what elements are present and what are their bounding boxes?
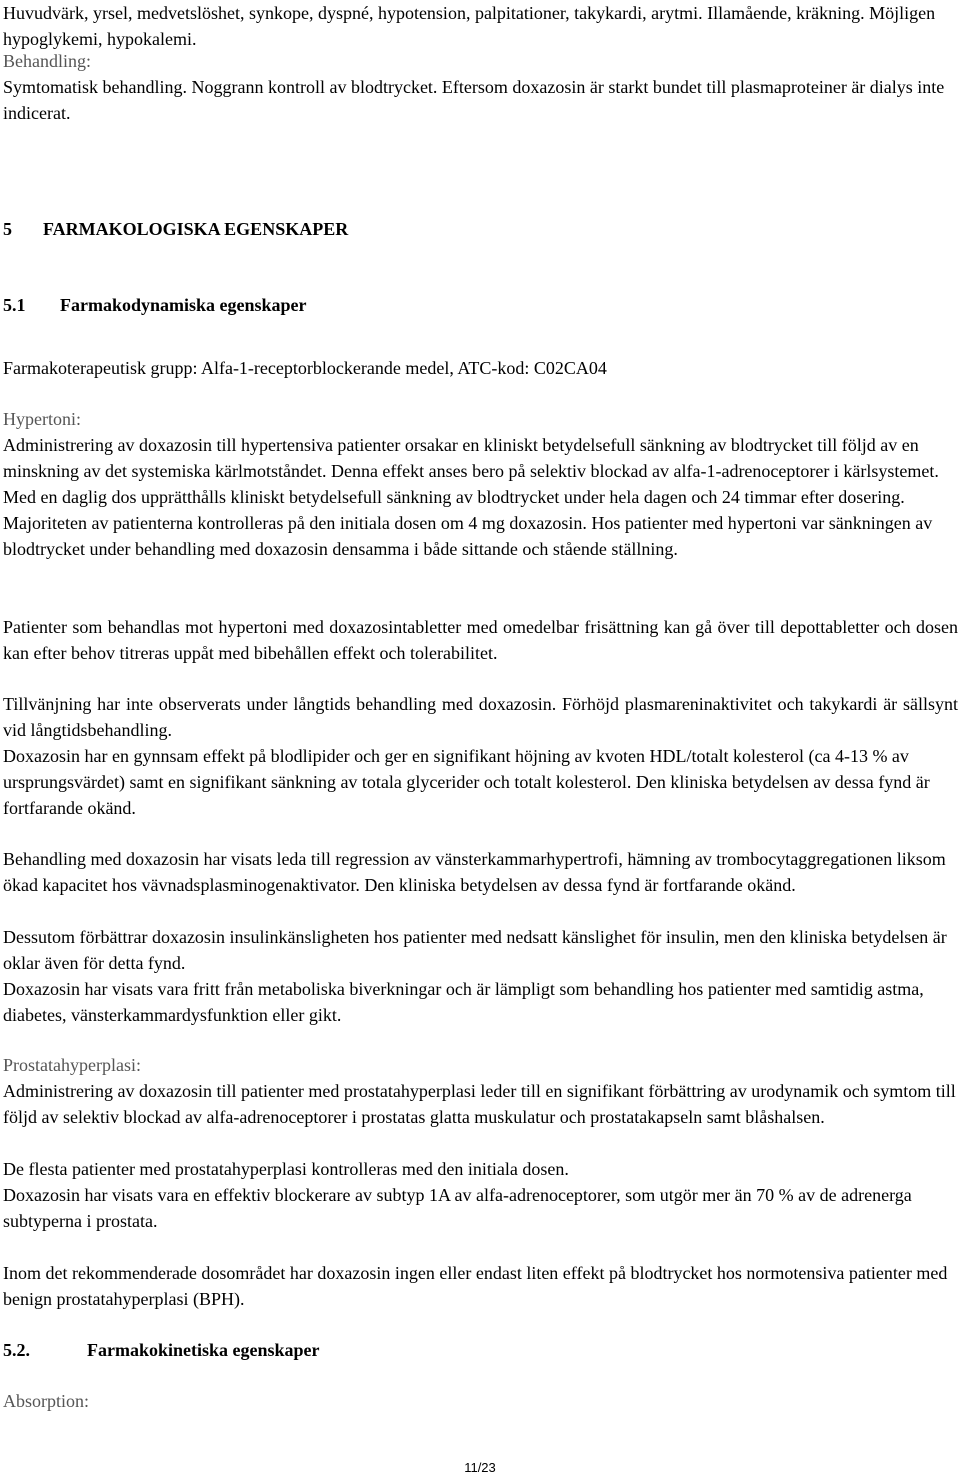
section-5-2-number: 5.2. [3, 1340, 30, 1360]
prostate-paragraph-2: De flesta patienter med prostatahyperplasi kontrolleras med den initiala dosen. [3, 1159, 569, 1179]
hypertension-paragraph-2: Patienter som behandlas mot hypertoni med doxazosintabletter med omedelbar frisättning kan gå över till depottabletter och dosen kan efter behov titreras uppåt med bibehållen effekt och tolerabilitet. [3, 617, 958, 663]
prostate-paragraph-1: Administrering av doxazosin till patienter med prostatahyperplasi leder till en signifikant förbättring av urodynamik och symtom till följd av selektiv blockad av alfa-adrenoceptorer i prostatas glatta muskulatur och prostatakapseln samt blåshalsen. [3, 1081, 956, 1127]
section-5-2-title: Farmakokinetiska egenskaper [87, 1340, 320, 1360]
section-5-2-heading [3, 1337, 958, 1363]
prostate-paragraph-4: Inom det rekommenderade dosområdet har doxazosin ingen eller endast liten effekt på blodtrycket hos normotensiva patienter med benign prostatahyperplasi (BPH). [3, 1263, 948, 1309]
overdose-symptoms-paragraph: Huvudvärk, yrsel, medvetslöshet, synkope, dyspné, hypotension, palpitationer, takykardi, arytmi. Illamående, kräkning. Möjligen hypoglykemi, hypokalemi. [3, 3, 936, 49]
section-5-number: 5 [3, 219, 12, 239]
hypertension-paragraph-1: Administrering av doxazosin till hypertensiva patienter orsakar en kliniskt betydelsefull sänkning av blodtrycket till följd av en minskning av det systemiska kärlmotståndet. Denna effekt anses bero på selektiv blockad av alfa-1-adrenoceptorer i kärlsystemet. Med en daglig dos upprätthålls kliniskt betydelsefull sänkning av blodtrycket under hela dagen och 24 timmar efter dosering. Majoriteten av patienterna kontrolleras på den initiala dosen om 4 mg doxazosin. Hos patienter med hypertoni var sänkningen av blodtrycket under behandling med doxazosin densamma i både sittande och stående ställning. [3, 435, 939, 559]
prostate-label: Prostatahyperplasi: [3, 1055, 141, 1075]
prostate-paragraph-3: Doxazosin har visats vara en effektiv blockerare av subtyp 1A av alfa-adrenoceptorer, som utgör mer än 70 % av de adrenerga subtyperna i prostata. [3, 1185, 912, 1231]
section-5-1-title: Farmakodynamiska egenskaper [60, 295, 307, 315]
section-5-heading [3, 216, 958, 242]
hypertension-paragraph-5: Behandling med doxazosin har visats leda till regression av vänsterkammarhypertrofi, hämning av trombocytaggregationen liksom ökad kapacitet hos vävnadsplasminogenaktivator. Den kliniska betydelsen av dessa fynd är fortfarande okänd. [3, 849, 946, 895]
section-5-1-heading [3, 292, 958, 318]
page-number: 11/23 [464, 1460, 496, 1475]
absorption-label: Absorption: [3, 1391, 90, 1411]
section-5-1-number: 5.1 [3, 295, 26, 315]
hypertension-paragraph-7: Doxazosin har visats vara fritt från metaboliska biverkningar och är lämpligt som behandling hos patienter med samtidig astma, diabetes, vänsterkammardysfunktion eller gikt. [3, 979, 924, 1025]
treatment-paragraph: Symtomatisk behandling. Noggrann kontroll av blodtrycket. Eftersom doxazosin är starkt bundet till plasmaproteiner är dialys inte indicerat. [3, 77, 945, 123]
hypertension-paragraph-3: Tillvänjning har inte observerats under långtids behandling med doxazosin. Förhöjd plasmareninaktivitet och takykardi är sällsynt vid långtidsbehandling. [3, 694, 958, 740]
pharmacotherapeutic-group: Farmakoterapeutisk grupp: Alfa-1-receptorblockerande medel, ATC-kod: C02CA04 [3, 358, 607, 378]
treatment-label: Behandling: [3, 51, 91, 71]
hypertension-paragraph-6: Dessutom förbättrar doxazosin insulinkänsligheten hos patienter med nedsatt känslighet för insulin, men den kliniska betydelsen är oklar även för detta fynd. [3, 927, 947, 973]
hypertension-label: Hypertoni: [3, 409, 81, 429]
hypertension-paragraph-4: Doxazosin har en gynnsam effekt på blodlipider och ger en signifikant höjning av kvoten HDL/totalt kolesterol (ca 4-13 % av ursprungsvärdet) samt en signifikant sänkning av totala glycerider och totalt kolesterol. Den kliniska betydelsen av dessa fynd är fortfarande okänd. [3, 746, 930, 818]
section-5-title: FARMAKOLOGISKA EGENSKAPER [43, 219, 349, 239]
